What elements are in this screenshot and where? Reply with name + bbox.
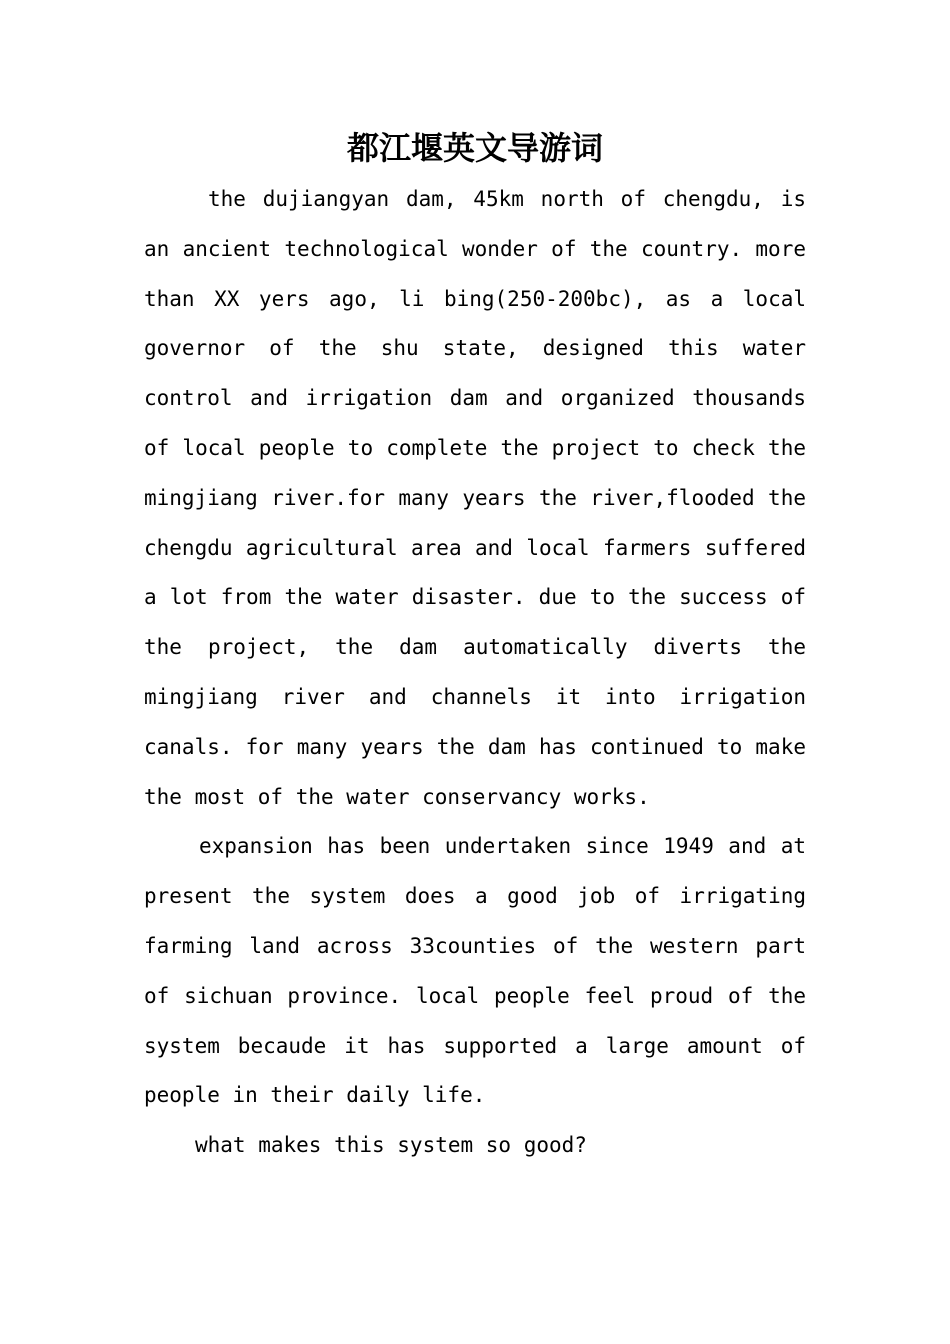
paragraph-2: expansion has been undertaken since 1949 and at present the system does a good job of irrigating farming land across 33counties of the western part of sichuan province. local people feel proud of the system becaude it has supported a large amount of people in their daily life.	[144, 834, 806, 1108]
paragraph-3: what makes this system so good?	[195, 1133, 587, 1158]
document-body	[144, 175, 806, 1171]
paragraph-1: the dujiangyan dam, 45km north of chengdu, is an ancient technological wonder of the country. more than XX yers ago, li bing(250-200bc), as a local governor of the shu state, designed this water control and irrigation dam and organized thousands of local people to complete the project to check the mingjiang river.for many years the river,flooded the chengdu agricultural area and local farmers suffered a lot from the water disaster. due to the success of the project, the dam automatically diverts the mingjiang river and channels it into irrigation canals. for many years the dam has continued to make the most of the water conservancy works.	[144, 187, 806, 809]
document-title: 都江堰英文导游词	[346, 129, 603, 167]
